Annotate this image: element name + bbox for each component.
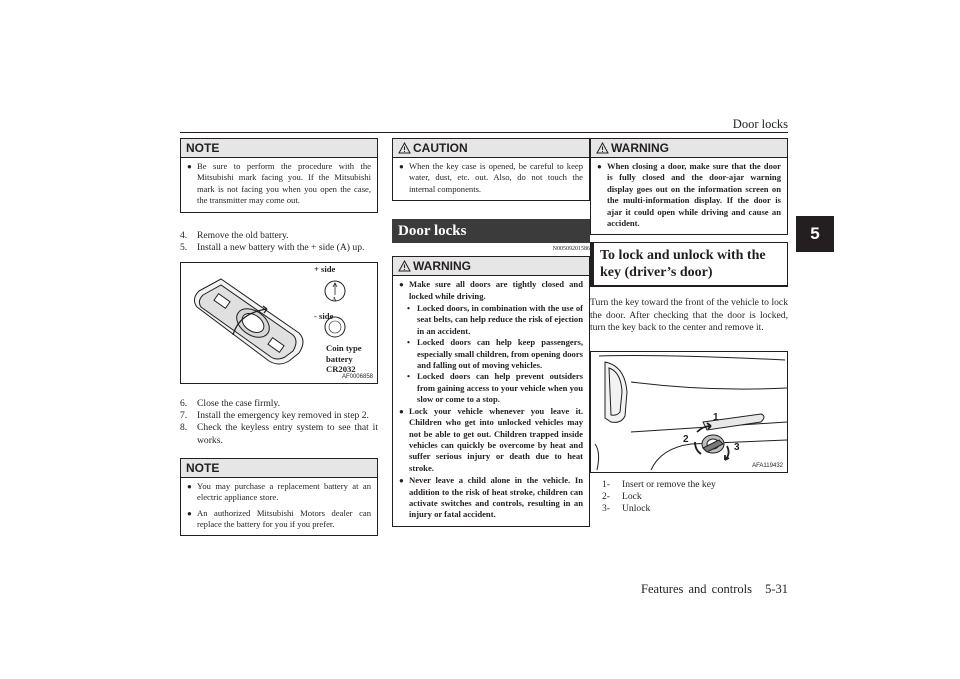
footer-page-number: 5-31	[765, 582, 788, 596]
warning-item: ● When closing a door, make sure that the door is fully closed and the door-ajar warning display goes out on the information screen on the multi-information display. If the door is ajar it could open while driving and cause an accident.	[597, 161, 781, 229]
note-item: ● Be sure to perform the procedure with the Mitsubishi mark facing you. If the Mitsubishi mark is not facing you when you open the case, the transmitter may come out.	[187, 161, 371, 206]
warning-box-door	[590, 138, 788, 235]
note-header	[181, 139, 377, 158]
legend-item: 2- Lock	[602, 491, 642, 503]
warning-label: WARNING	[611, 141, 669, 155]
step-item: 6. Close the case firmly.	[180, 398, 281, 410]
note-item: ● You may purchase a replacement battery at an electric appliance store.	[187, 480, 371, 503]
marker-a-label: A	[332, 297, 337, 304]
door-key-illustration	[591, 352, 787, 472]
bullet-icon: ●	[597, 162, 602, 171]
bullet-icon: ●	[187, 162, 192, 171]
bullet-icon: ●	[187, 508, 192, 518]
note-item: ● An authorized Mitsubishi Motors dealer can replace the battery for you if you prefer.	[187, 507, 371, 530]
figure-label-2: 2	[683, 434, 689, 446]
warning-label: WARNING	[413, 259, 471, 274]
page-header-title: Door locks	[732, 117, 788, 131]
header-rule	[180, 132, 788, 133]
note-label: NOTE	[186, 460, 220, 475]
step-item: 5. Install a new battery with the + side (A) up.	[180, 241, 365, 253]
legend-item: 3- Unlock	[602, 503, 651, 515]
page-footer	[641, 582, 788, 597]
warning-item: ● Never leave a child alone in the vehicle. In addition to the risk of heat stroke, children can activate switches and controls, resulting in an injury or fatal accident.	[399, 475, 583, 520]
subsection-title: To lock and unlock with the key (driver’s door)	[590, 242, 788, 287]
column-right	[590, 138, 788, 516]
caution-label: CAUTION	[413, 141, 468, 155]
sub-bullet-icon: •	[407, 337, 411, 348]
steps-close-check	[180, 398, 378, 447]
battery-figure	[180, 262, 378, 384]
warning-item: ● Lock your vehicle whenever you leave it. Children who get into unlocked vehicles may not be able to get out. Children trapped inside vehicles can quickly be overcome by heat and suffer serious injury or death due to heat stroke.	[399, 405, 583, 473]
figure-label-3: 3	[734, 442, 740, 454]
caution-item: ● When the key case is opened, be careful to keep water, dust, etc. out. Also, do not touch the internal components.	[399, 161, 583, 194]
warning-box	[392, 256, 590, 527]
sub-bullet-icon: •	[407, 371, 411, 382]
warning-item: ● Make sure all doors are tightly closed and locked while driving.	[399, 279, 583, 301]
warning-triangle-icon	[398, 142, 411, 154]
bullet-icon: ●	[399, 280, 404, 290]
step-item: 4. Remove the old battery.	[180, 229, 289, 241]
note-label: NOTE	[186, 141, 220, 155]
steps-remove-install	[180, 230, 378, 254]
bullet-icon: ●	[399, 476, 404, 486]
warning-header	[393, 257, 589, 276]
bullet-icon: ●	[187, 481, 192, 491]
warning-header	[591, 139, 787, 158]
step-item: 7. Install the emergency key removed in step 2.	[180, 410, 369, 422]
note-box-1	[180, 138, 378, 213]
door-lock-figure	[590, 351, 788, 473]
warning-subitem: • Locked doors can help prevent outsiders from gaining access to your vehicle when you slow or come to a stop.	[407, 371, 583, 405]
caution-header	[393, 139, 589, 158]
plus-side-label: + side	[314, 264, 336, 275]
step-item: 8. Check the keyless entry system to see that it works.	[180, 422, 378, 446]
chapter-tab: 5	[796, 216, 834, 252]
footer-section: Features and controls	[641, 582, 752, 596]
warning-subitem: • Locked doors can help keep passengers, especially small children, from opening doors and falling out of moving vehicles.	[407, 337, 583, 371]
battery-spec: Coin type battery CR2032	[326, 343, 362, 375]
note-box-2	[180, 458, 378, 537]
legend-item: 1- Insert or remove the key	[602, 479, 716, 491]
section-title: Door locks	[392, 219, 590, 243]
column-left	[180, 138, 378, 536]
bullet-icon: ●	[399, 162, 404, 171]
sub-bullet-icon: •	[407, 303, 411, 314]
warning-triangle-icon	[596, 142, 609, 154]
instruction-paragraph: Turn the key toward the front of the vehicle to lock the door. After checking that the door is locked, turn the key back to the center and remove it.	[590, 297, 788, 333]
warning-subitem: • Locked doors, in combination with the use of seat belts, can help reduce the risk of ejection in an accident.	[407, 303, 583, 336]
bullet-icon: ●	[399, 406, 404, 416]
warning-triangle-icon	[398, 260, 411, 272]
section-code: N00509201586	[552, 246, 590, 253]
figure-label-1: 1	[713, 412, 719, 424]
column-middle	[392, 138, 590, 527]
note-header	[181, 459, 377, 478]
figure-code: AFA119432	[752, 463, 783, 470]
figure-legend	[590, 479, 788, 516]
figure-code: AF0006858	[341, 374, 373, 381]
minus-side-label: - side	[314, 311, 334, 322]
caution-box	[392, 138, 590, 201]
